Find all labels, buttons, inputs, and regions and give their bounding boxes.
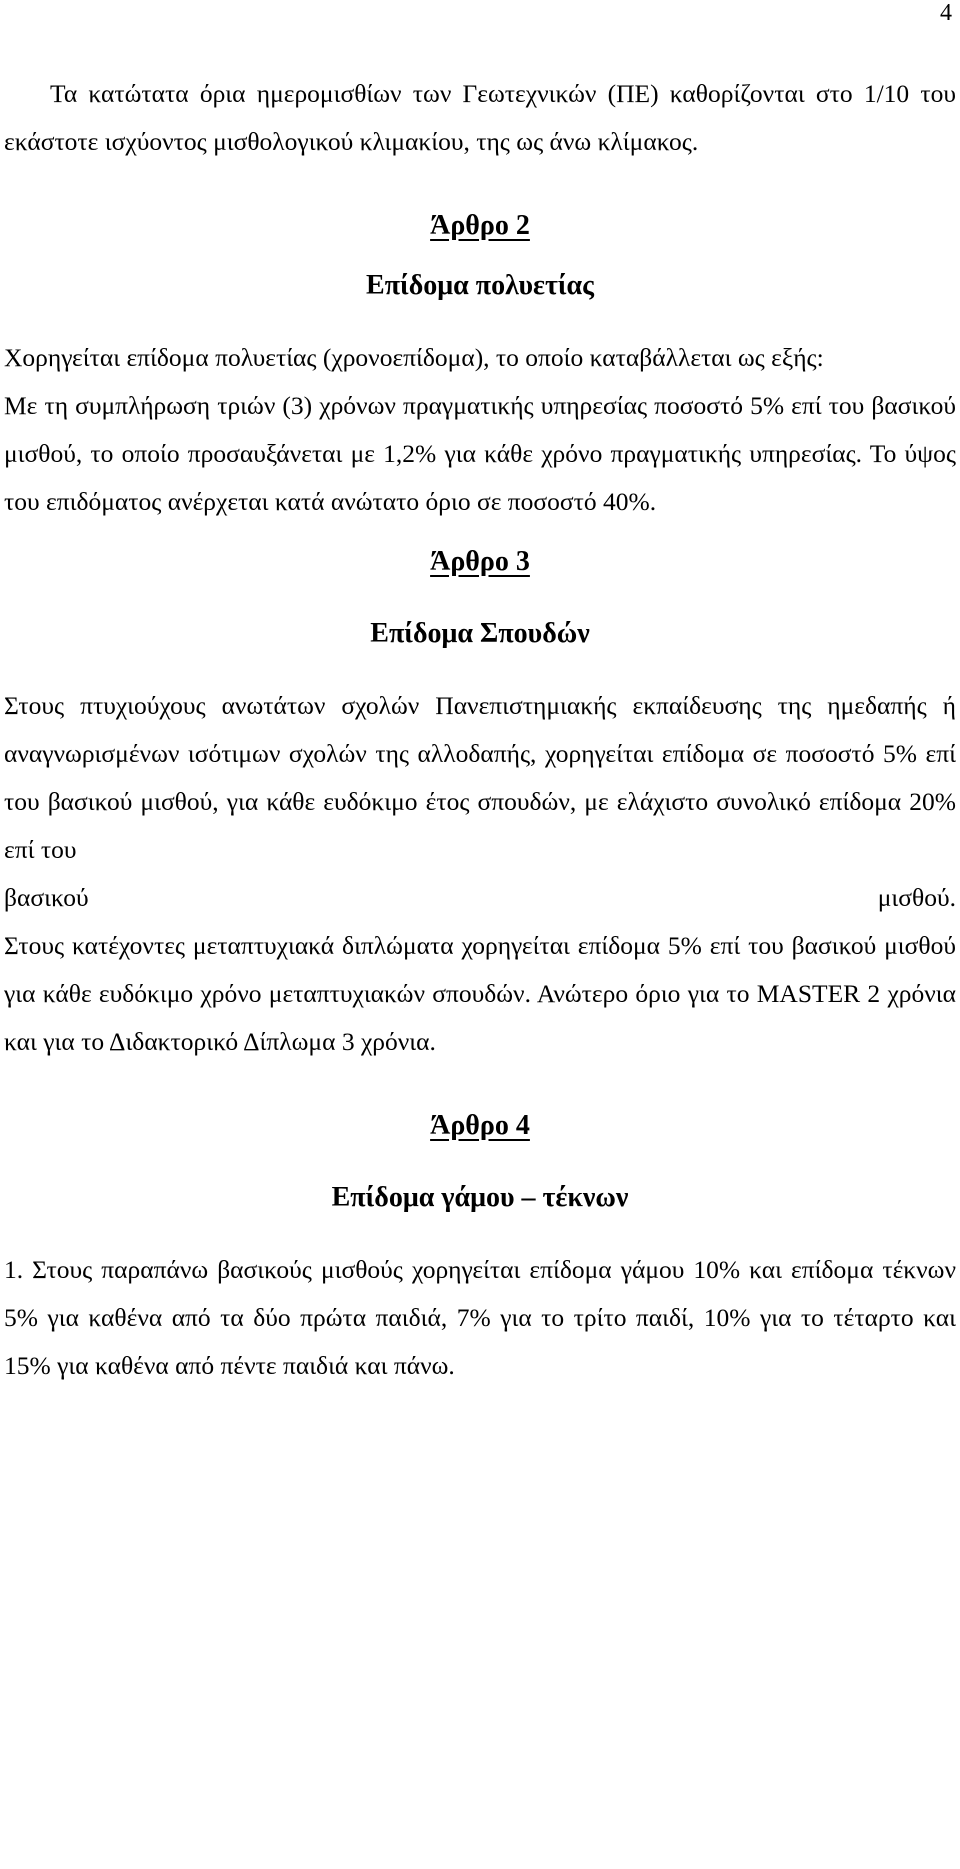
- document-body: [4, 0, 956, 1390]
- intro-paragraph: Τα κατώτατα όρια ημερομισθίων των Γεωτεχνικών (ΠΕ) καθορίζονται στο 1/10 του εκάστοτε ισχύοντος μισθολογικού κλιμακίου, της ως άνω κλίμακος.: [4, 79, 956, 156]
- article-2: [4, 202, 956, 526]
- page-number: 4: [940, 0, 952, 26]
- article-2-number: [4, 202, 956, 250]
- article-4: [4, 1102, 956, 1390]
- article-3: [4, 538, 956, 1066]
- article-3-end-left: βασικού: [4, 883, 89, 912]
- article-2-paragraph-1: Χορηγείται επίδομα πολυετίας (χρονοεπίδομα), το οποίο καταβάλλεται ως εξής:: [4, 343, 824, 372]
- article-3-number: [4, 538, 956, 586]
- article-3-end-right: μισθού.: [877, 883, 956, 912]
- article-2-number-text: Άρθρο 2: [430, 210, 530, 241]
- article-3-paragraph-2: Στους κατέχοντες μεταπτυχιακά διπλώματα χορηγείται επίδομα 5% επί του βασικού μισθού για κάθε ευδόκιμο χρόνο μεταπτυχιακών σπουδών. Ανώτερο όριο για το MASTER 2 χρόνια και για το Διδακτορικό Δίπλωμα 3 χρόνια.: [4, 931, 956, 1056]
- article-3-title: Επίδομα Σπουδών: [370, 618, 590, 649]
- article-4-number: [4, 1102, 956, 1150]
- article-2-title: Επίδομα πολυετίας: [366, 270, 594, 301]
- article-4-paragraph-1: 1. Στους παραπάνω βασικούς μισθούς χορηγείται επίδομα γάμου 10% και επίδομα τέκνων 5% για καθένα από τα δύο πρώτα παιδιά, 7% για το τρίτο παιδί, 10% για το τέταρτο και 15% για καθένα από πέντε παιδιά και πάνω.: [4, 1255, 956, 1380]
- article-2-paragraph-2: Με τη συμπλήρωση τριών (3) χρόνων πραγματικής υπηρεσίας ποσοστό 5% επί του βασικού μισθού, το οποίο προσαυξάνεται με 1,2% για κάθε χρόνο πραγματικής υπηρεσίας. Το ύψος του επιδόματος ανέρχεται κατά ανώτατο όριο σε ποσοστό 40%.: [4, 391, 956, 516]
- article-4-number-text: Άρθρο 4: [430, 1110, 530, 1141]
- article-3-paragraph-1-end: [4, 874, 956, 922]
- article-4-title: Επίδομα γάμου – τέκνων: [331, 1182, 629, 1213]
- article-3-number-text: Άρθρο 3: [430, 546, 530, 577]
- article-3-paragraph-1: Στους πτυχιούχους ανωτάτων σχολών Πανεπιστημιακής εκπαίδευσης της ημεδαπής ή αναγνωρισμένων ισότιμων σχολών της αλλοδαπής, χορηγείται επίδομα σε ποσοστό 5% επί του βασικού μισθού, για κάθε ευδόκιμο έτος σπουδών, με ελάχιστο συνολικό επίδομα 20% επί του: [4, 691, 956, 864]
